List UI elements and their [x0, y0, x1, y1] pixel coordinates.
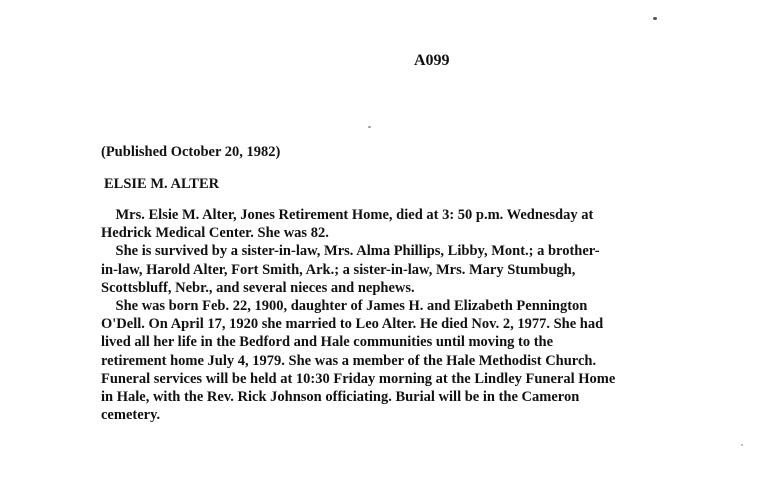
- body-line: cemetery.: [101, 407, 161, 424]
- body-line: O'Dell. On April 17, 1920 she married to Leo Alter. He died Nov. 2, 1977. She had: [101, 316, 604, 333]
- obituary-name-heading: ELSIE M. ALTER: [104, 176, 220, 192]
- body-line: Scottsbluff, Nebr., and several nieces and nephews.: [101, 279, 415, 296]
- body-line: Mrs. Elsie M. Alter, Jones Retirement Home, died at 3: 50 p.m. Wednesday at: [101, 207, 594, 223]
- body-line: Hedrick Medical Center. She was 82.: [101, 225, 329, 242]
- body-line: lived all her life in the Bedford and Hale communities until moving to the: [101, 334, 554, 351]
- body-line: She was born Feb. 22, 1900, daughter of James H. and Elizabeth Pennington: [101, 298, 588, 315]
- body-line: in-law, Harold Alter, Fort Smith, Ark.; a sister-in-law, Mrs. Mary Stumbugh,: [101, 261, 576, 278]
- document-id: A099: [414, 52, 450, 69]
- scan-speck: [653, 17, 657, 20]
- body-line: She is survived by a sister-in-law, Mrs. Alma Phillips, Libby, Mont.; a brother-: [101, 243, 600, 260]
- body-line: Funeral services will be held at 10:30 Friday morning at the Lindley Funeral Home: [101, 370, 616, 387]
- body-line: in Hale, with the Rev. Rick Johnson officiating. Burial will be in the Cameron: [101, 389, 580, 406]
- publication-date: (Published October 20, 1982): [101, 144, 281, 160]
- obituary-body: [101, 206, 661, 424]
- scan-speck: [368, 126, 371, 128]
- scan-speck: [741, 444, 743, 446]
- body-line: retirement home July 4, 1979. She was a member of the Hale Methodist Church.: [101, 352, 597, 369]
